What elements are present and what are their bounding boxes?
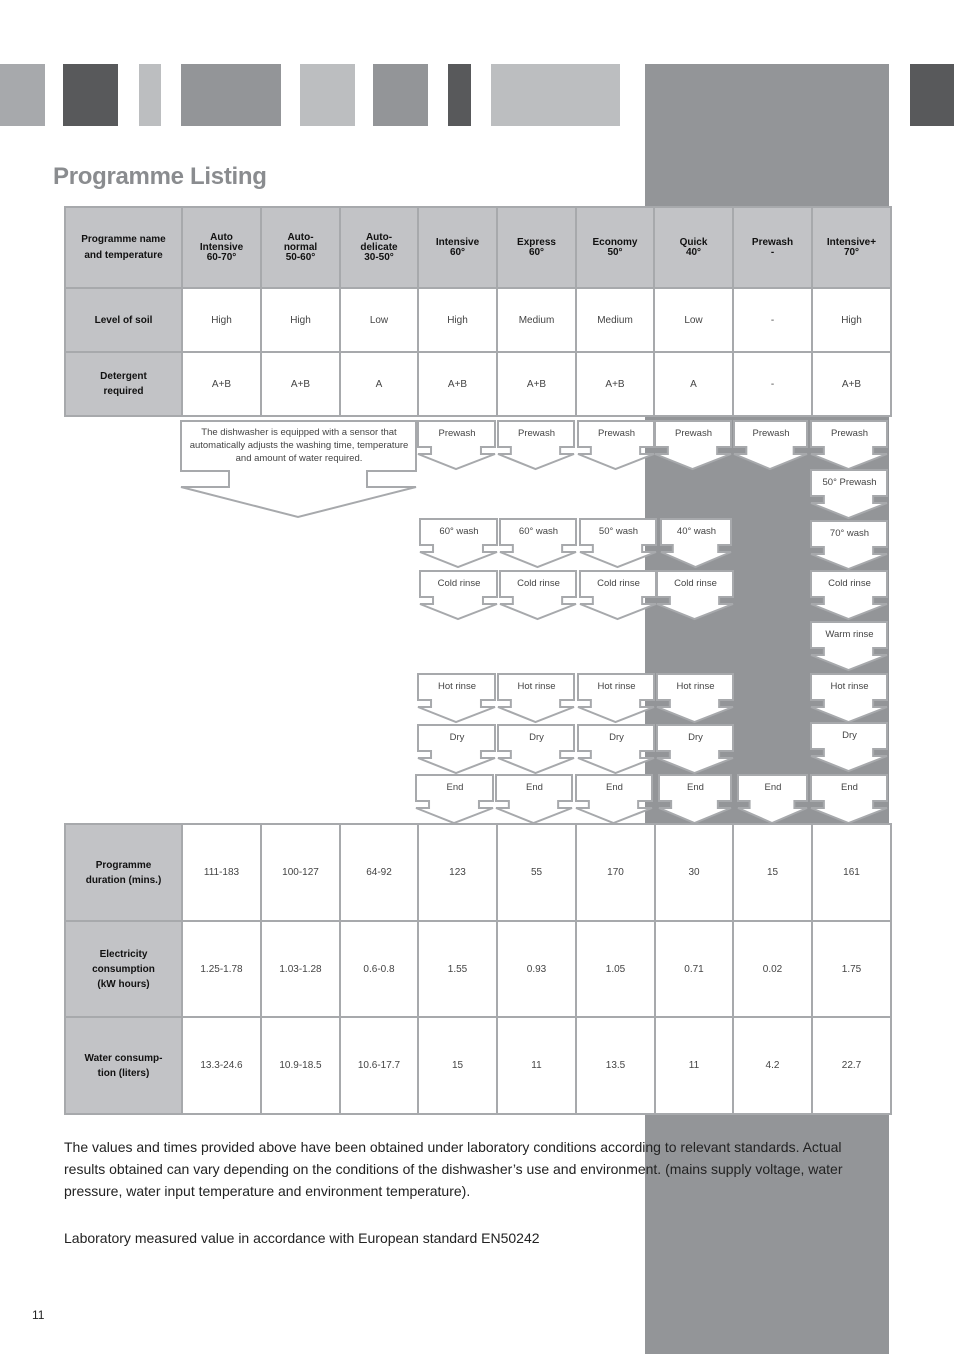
band-block	[448, 64, 471, 126]
table-cell: A+B	[497, 352, 576, 416]
hot-rinse-step: Hot rinse	[517, 681, 556, 692]
programme-name: Auto-normal	[283, 231, 318, 253]
end-step: End	[687, 782, 704, 793]
table-cell: 11	[497, 1017, 576, 1114]
table-cell: High	[812, 288, 891, 352]
programme-header	[261, 207, 340, 288]
programme-temp: 30-50°	[364, 251, 394, 263]
table-cell: 0.93	[497, 921, 576, 1017]
table-cell: 1.05	[576, 921, 655, 1017]
prewash-step: Prewash	[438, 428, 476, 439]
row-label-text: Water consump-tion (liters)	[84, 1052, 163, 1079]
row-label: Level of soil	[65, 288, 182, 352]
prewash-50-step: 50° Prewash	[822, 477, 877, 488]
programme-header	[182, 207, 261, 288]
programme-header	[340, 207, 418, 288]
prewash-step: Prewash	[675, 428, 712, 439]
table-cell: Low	[340, 288, 418, 352]
programme-header	[418, 207, 497, 288]
table-cell: 100-127	[261, 824, 340, 921]
dry-step: Dry	[529, 732, 544, 743]
programme-header	[733, 207, 812, 288]
programme-name: Intensive	[435, 236, 480, 248]
table-cell: Medium	[576, 288, 654, 352]
table-cell: 1.25-1.78	[182, 921, 261, 1017]
programme-temp: -	[770, 246, 775, 258]
page-number: 11	[32, 1308, 45, 1322]
wash-70-step: 70° wash	[829, 528, 870, 539]
row-label	[65, 921, 182, 1017]
table-cell: -	[733, 352, 812, 416]
table-cell: 4.2	[733, 1017, 812, 1114]
table-cell: 13.3-24.6	[182, 1017, 261, 1114]
hot-rinse-step: Hot rinse	[830, 681, 869, 692]
programme-name: Economy	[592, 236, 638, 248]
table-cell: 13.5	[576, 1017, 655, 1114]
table-cell: 0.71	[655, 921, 733, 1017]
programme-temp: 50°	[607, 246, 623, 258]
row-label	[65, 1017, 182, 1114]
wash-60-step: 60° wash	[518, 526, 559, 537]
dry-step: Dry	[609, 732, 624, 743]
table-cell: High	[182, 288, 261, 352]
band-block	[373, 64, 428, 126]
programme-name: Express	[517, 236, 556, 248]
programme-header	[497, 207, 576, 288]
row-label	[65, 352, 182, 416]
end-step: End	[526, 782, 543, 793]
table-cell: A	[654, 352, 733, 416]
cold-rinse-step: Cold rinse	[517, 578, 560, 589]
cold-rinse-step: Cold rinse	[828, 578, 871, 589]
band-block	[0, 64, 45, 126]
table-cell: 64-92	[340, 824, 418, 921]
dry-step: Dry	[842, 730, 857, 741]
row-label-text: Detergent required	[100, 371, 147, 397]
table-cell: -	[733, 288, 812, 352]
hot-rinse-step: Hot rinse	[597, 681, 636, 692]
header-label-cell	[65, 207, 182, 288]
row-label-text: Programme duration (mins.)	[85, 859, 162, 886]
prewash-step: Prewash	[752, 428, 790, 439]
table-cell: 30	[655, 824, 733, 921]
table-cell: A+B	[261, 352, 340, 416]
programme-top-table	[64, 206, 892, 417]
table-cell: 15	[733, 824, 812, 921]
table-cell: 15	[418, 1017, 497, 1114]
programme-temp: 60-70°	[206, 251, 237, 263]
band-block	[139, 64, 161, 126]
band-block	[491, 64, 620, 126]
row-label	[65, 824, 182, 921]
band-block	[910, 64, 954, 126]
table-cell: 161	[812, 824, 891, 921]
table-row	[65, 1017, 891, 1114]
end-step: End	[841, 782, 858, 793]
table-cell: 55	[497, 824, 576, 921]
sensor-note: The dishwasher is equipped with a sensor that automatically adjusts the washing time, temperature and amount of water required.	[189, 427, 409, 464]
programme-temp: 70°	[843, 246, 860, 258]
hot-rinse-step: Hot rinse	[437, 681, 476, 692]
table-cell: 1.75	[812, 921, 891, 1017]
table-cell: A+B	[576, 352, 654, 416]
table-row	[65, 921, 891, 1017]
end-step: End	[764, 782, 782, 793]
wash-60-step: 60° wash	[439, 526, 479, 537]
programme-temp: 40°	[685, 246, 702, 258]
table-cell: 170	[576, 824, 655, 921]
table-cell: 10.6-17.7	[340, 1017, 418, 1114]
table-cell: 11	[655, 1017, 733, 1114]
dry-step: Dry	[449, 732, 465, 743]
band-block	[181, 64, 281, 126]
band-block	[63, 64, 118, 126]
table-cell: High	[418, 288, 497, 352]
prewash-step: Prewash	[831, 428, 868, 439]
table-cell: 10.9-18.5	[261, 1017, 340, 1114]
table-cell: 0.6-0.8	[340, 921, 418, 1017]
prewash-step: Prewash	[518, 428, 555, 439]
programme-name: Intensive+	[826, 236, 877, 248]
programme-name: Auto-delicate	[360, 231, 398, 253]
table-cell: 1.03-1.28	[261, 921, 340, 1017]
cold-rinse-step: Cold rinse	[674, 578, 717, 589]
table-cell: A+B	[182, 352, 261, 416]
table-cell: Medium	[497, 288, 576, 352]
page-title: Programme Listing	[53, 163, 267, 190]
end-step: End	[446, 782, 464, 793]
hot-rinse-step: Hot rinse	[676, 681, 715, 692]
programme-temp: 50-60°	[285, 251, 316, 263]
programme-header	[812, 207, 891, 288]
wash-50-step: 50° wash	[598, 526, 639, 537]
standard-note: Laboratory measured value in accordance with European standard EN50242	[64, 1230, 540, 1246]
table-cell: 22.7	[812, 1017, 891, 1114]
table-cell: 123	[418, 824, 497, 921]
table-cell: 0.02	[733, 921, 812, 1017]
table-cell: High	[261, 288, 340, 352]
laboratory-note: The values and times provided above have been obtained under laboratory conditions according to relevant standards. Actual results obtained can vary depending on the conditions of the dishwasher’s use and environment. (mains supply voltage, water pressure, water input temperature and environment temperature).	[64, 1139, 843, 1199]
warm-rinse-step: Warm rinse	[825, 629, 874, 640]
band-block	[300, 64, 355, 126]
table-row	[65, 824, 891, 921]
table-cell: Low	[654, 288, 733, 352]
cold-rinse-step: Cold rinse	[437, 578, 481, 589]
prewash-step: Prewash	[598, 428, 635, 439]
programme-bottom-table	[64, 823, 892, 1115]
table-cell: A+B	[418, 352, 497, 416]
table-cell: 111-183	[182, 824, 261, 921]
header-label: Programme name and temperature	[81, 233, 166, 261]
programme-name: Quick	[679, 236, 708, 248]
table-row	[65, 288, 891, 352]
programme-name: Auto Intensive	[199, 231, 244, 253]
programme-temp: 60°	[449, 246, 466, 258]
dry-step: Dry	[688, 732, 703, 743]
programme-name: Prewash	[751, 236, 794, 248]
row-label-text: Electricity consumption (kW hours)	[92, 948, 155, 990]
table-cell: A+B	[812, 352, 891, 416]
programme-temp: 60°	[528, 246, 545, 258]
end-step: End	[606, 782, 623, 793]
table-cell: A	[340, 352, 418, 416]
table-cell: 1.55	[418, 921, 497, 1017]
programme-header	[576, 207, 654, 288]
cold-rinse-step: Cold rinse	[597, 578, 640, 589]
programme-header	[654, 207, 733, 288]
table-row	[65, 352, 891, 416]
wash-40-step: 40° wash	[676, 526, 717, 537]
